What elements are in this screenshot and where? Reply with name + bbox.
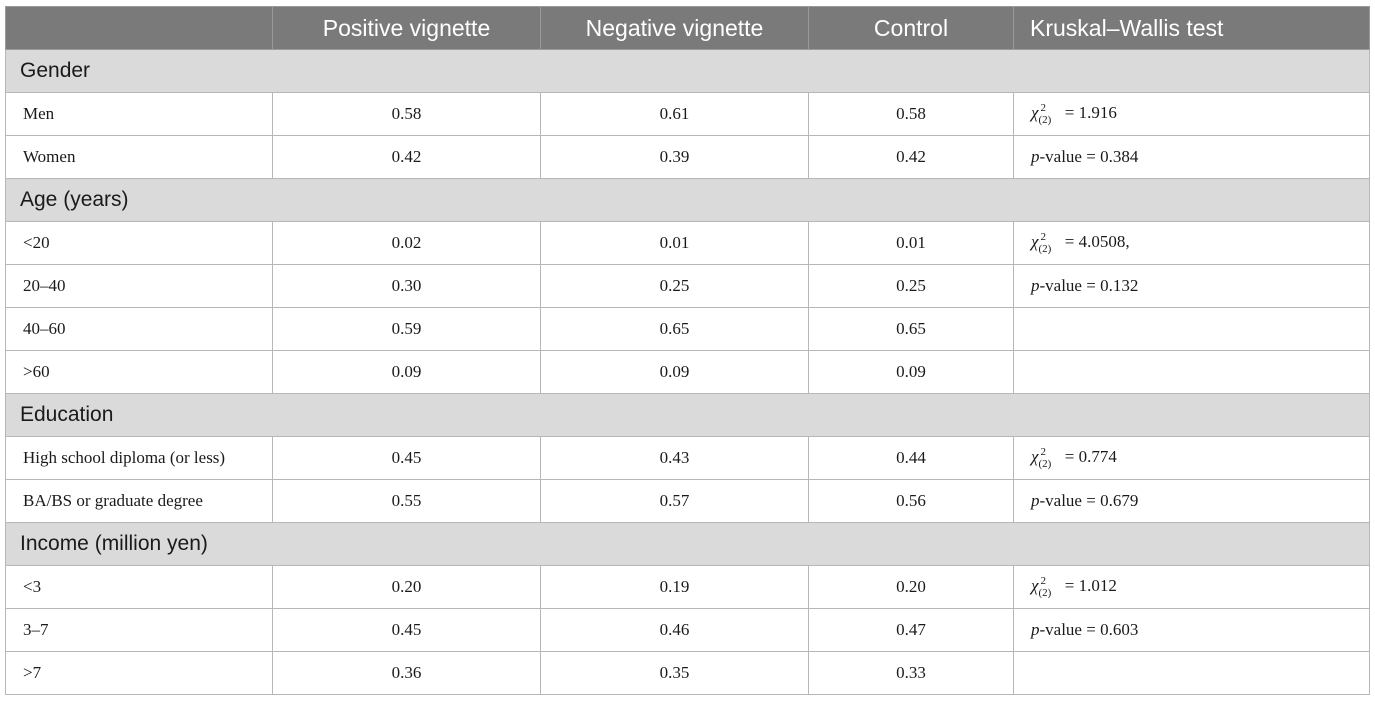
kruskal-wallis-cell bbox=[1014, 652, 1370, 695]
chi-square-value: = 1.916 bbox=[1060, 103, 1117, 123]
table-header bbox=[6, 7, 1370, 50]
demographics-table bbox=[5, 6, 1370, 695]
p-value: -value = 0.384 bbox=[1039, 147, 1139, 166]
chi-square-superscript: 2 bbox=[1040, 574, 1046, 587]
header-cell-negative-vignette: Negative vignette bbox=[541, 7, 809, 50]
control-cell: 0.20 bbox=[809, 566, 1014, 609]
row-label-cell: 20–40 bbox=[6, 265, 273, 308]
negative-vignette-cell: 0.46 bbox=[541, 609, 809, 652]
negative-vignette-cell: 0.39 bbox=[541, 136, 809, 179]
p-value: -value = 0.679 bbox=[1039, 491, 1139, 510]
section-header-row bbox=[6, 179, 1370, 222]
header-cell-category bbox=[6, 7, 273, 50]
section-header-row bbox=[6, 523, 1370, 566]
kruskal-wallis-cell bbox=[1014, 308, 1370, 351]
kruskal-wallis-cell bbox=[1014, 437, 1370, 480]
row-label-cell: BA/BS or graduate degree bbox=[6, 480, 273, 523]
negative-vignette-cell: 0.19 bbox=[541, 566, 809, 609]
positive-vignette-cell: 0.45 bbox=[273, 609, 541, 652]
section-header-row bbox=[6, 394, 1370, 437]
negative-vignette-cell: 0.25 bbox=[541, 265, 809, 308]
control-cell: 0.09 bbox=[809, 351, 1014, 394]
row-label-cell: High school diploma (or less) bbox=[6, 437, 273, 480]
p-value: -value = 0.603 bbox=[1039, 620, 1139, 639]
table-row bbox=[6, 609, 1370, 652]
section-title: Income (million yen) bbox=[6, 523, 1370, 566]
negative-vignette-cell: 0.09 bbox=[541, 351, 809, 394]
header-cell-positive-vignette: Positive vignette bbox=[273, 7, 541, 50]
kruskal-wallis-cell bbox=[1014, 93, 1370, 136]
table-row bbox=[6, 136, 1370, 179]
chi-square-symbol: χ bbox=[1031, 576, 1039, 596]
positive-vignette-cell: 0.09 bbox=[273, 351, 541, 394]
positive-vignette-cell: 0.45 bbox=[273, 437, 541, 480]
positive-vignette-cell: 0.55 bbox=[273, 480, 541, 523]
row-label-cell: Women bbox=[6, 136, 273, 179]
chi-square-indices bbox=[1038, 101, 1056, 126]
chi-square-symbol: χ bbox=[1031, 232, 1039, 252]
demographics-table-container bbox=[5, 6, 1369, 695]
chi-square-subscript: (2) bbox=[1038, 113, 1052, 126]
table-row bbox=[6, 308, 1370, 351]
section-title: Gender bbox=[6, 50, 1370, 93]
chi-square-value: = 0.774 bbox=[1060, 447, 1117, 467]
positive-vignette-cell: 0.02 bbox=[273, 222, 541, 265]
chi-square-value: = 1.012 bbox=[1060, 576, 1117, 596]
kruskal-wallis-cell bbox=[1014, 222, 1370, 265]
chi-square-subscript: (2) bbox=[1038, 242, 1052, 255]
p-letter: p bbox=[1031, 491, 1040, 510]
chi-square-indices bbox=[1038, 574, 1056, 599]
kruskal-wallis-cell bbox=[1014, 609, 1370, 652]
section-title: Education bbox=[6, 394, 1370, 437]
header-cell-control: Control bbox=[809, 7, 1014, 50]
table-row bbox=[6, 437, 1370, 480]
table-row bbox=[6, 566, 1370, 609]
control-cell: 0.42 bbox=[809, 136, 1014, 179]
row-label-cell: Men bbox=[6, 93, 273, 136]
p-letter: p bbox=[1031, 147, 1040, 166]
table-row bbox=[6, 222, 1370, 265]
table-row bbox=[6, 265, 1370, 308]
chi-square-symbol: χ bbox=[1031, 103, 1039, 123]
row-label-cell: <3 bbox=[6, 566, 273, 609]
chi-square-superscript: 2 bbox=[1040, 101, 1046, 114]
control-cell: 0.25 bbox=[809, 265, 1014, 308]
table-body bbox=[6, 50, 1370, 695]
kruskal-wallis-cell bbox=[1014, 265, 1370, 308]
negative-vignette-cell: 0.65 bbox=[541, 308, 809, 351]
negative-vignette-cell: 0.61 bbox=[541, 93, 809, 136]
table-row bbox=[6, 93, 1370, 136]
negative-vignette-cell: 0.35 bbox=[541, 652, 809, 695]
kruskal-wallis-cell bbox=[1014, 566, 1370, 609]
chi-square-superscript: 2 bbox=[1040, 230, 1046, 243]
kruskal-wallis-cell bbox=[1014, 351, 1370, 394]
chi-square-value: = 4.0508, bbox=[1060, 232, 1130, 252]
negative-vignette-cell: 0.57 bbox=[541, 480, 809, 523]
chi-square-indices bbox=[1038, 445, 1056, 470]
row-label-cell: >7 bbox=[6, 652, 273, 695]
section-header-row bbox=[6, 50, 1370, 93]
control-cell: 0.01 bbox=[809, 222, 1014, 265]
control-cell: 0.33 bbox=[809, 652, 1014, 695]
p-value: -value = 0.132 bbox=[1039, 276, 1139, 295]
chi-square-indices bbox=[1038, 230, 1056, 255]
negative-vignette-cell: 0.43 bbox=[541, 437, 809, 480]
section-title: Age (years) bbox=[6, 179, 1370, 222]
chi-square-symbol: χ bbox=[1031, 447, 1039, 467]
row-label-cell: 40–60 bbox=[6, 308, 273, 351]
table-row bbox=[6, 480, 1370, 523]
control-cell: 0.65 bbox=[809, 308, 1014, 351]
header-cell-kruskal-wallis-test: Kruskal–Wallis test bbox=[1014, 7, 1370, 50]
kruskal-wallis-cell bbox=[1014, 136, 1370, 179]
chi-square-subscript: (2) bbox=[1038, 457, 1052, 470]
row-label-cell: <20 bbox=[6, 222, 273, 265]
header-row bbox=[6, 7, 1370, 50]
table-row bbox=[6, 652, 1370, 695]
table-row bbox=[6, 351, 1370, 394]
row-label-cell: >60 bbox=[6, 351, 273, 394]
kruskal-wallis-cell bbox=[1014, 480, 1370, 523]
positive-vignette-cell: 0.58 bbox=[273, 93, 541, 136]
control-cell: 0.44 bbox=[809, 437, 1014, 480]
chi-square-superscript: 2 bbox=[1040, 445, 1046, 458]
p-letter: p bbox=[1031, 276, 1040, 295]
negative-vignette-cell: 0.01 bbox=[541, 222, 809, 265]
positive-vignette-cell: 0.30 bbox=[273, 265, 541, 308]
positive-vignette-cell: 0.36 bbox=[273, 652, 541, 695]
row-label-cell: 3–7 bbox=[6, 609, 273, 652]
p-letter: p bbox=[1031, 620, 1040, 639]
positive-vignette-cell: 0.20 bbox=[273, 566, 541, 609]
control-cell: 0.56 bbox=[809, 480, 1014, 523]
control-cell: 0.47 bbox=[809, 609, 1014, 652]
positive-vignette-cell: 0.59 bbox=[273, 308, 541, 351]
positive-vignette-cell: 0.42 bbox=[273, 136, 541, 179]
chi-square-subscript: (2) bbox=[1038, 586, 1052, 599]
control-cell: 0.58 bbox=[809, 93, 1014, 136]
